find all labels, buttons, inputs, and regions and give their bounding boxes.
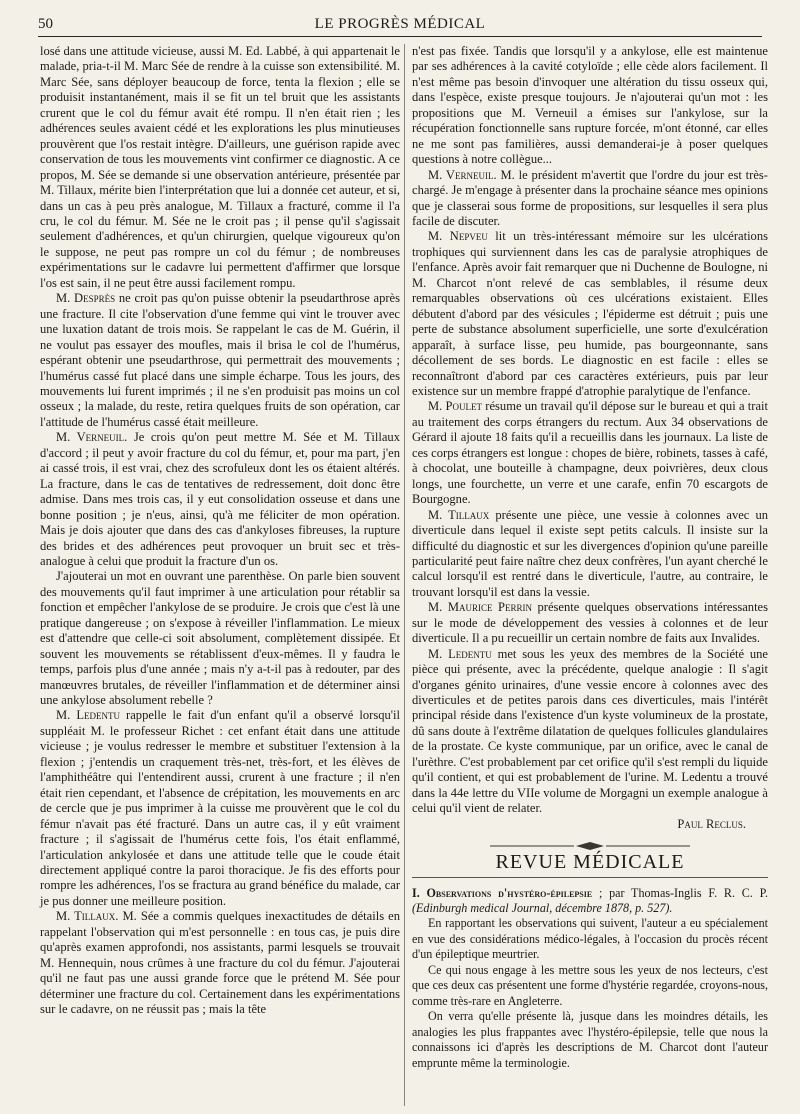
- speaker-name: M. Tillaux: [428, 507, 490, 522]
- left-column-paragraph: [40, 569, 400, 708]
- column-rule: [404, 44, 405, 1106]
- left-column-paragraph: [40, 430, 400, 569]
- right-column-paragraph: [412, 508, 768, 601]
- paragraph-text: ne croit pas qu'on puisse obtenir la pseudarthrose après une fracture. Il cite l'observation d'une femme qui vint le trouver avec une luxation datant de trois mois. Se rappelant le cas de M. Guérin, il ne voulut pas essayer des moufles, mais il brisa le col de l'humérus, espérant obtenir une pseudarthrose, qui permettrait des mouvements ; l'humérus cassé fut placé dans une simple écharpe. Tous les jours, des mouvements lui furent imprimés ; il ne s'en produisit pas moins un col osseux ; la malade, du reste, retira quelques fruits de son opération, car l'attitude de l'humérus cassé était meilleure.: [40, 291, 400, 429]
- article-paragraph: En rapportant les observations qui suivent, l'auteur a eu spécialement en vue des considérations médico-légales, à l'occasion du procès récent d'un épileptique meurtrier.: [412, 916, 768, 962]
- paragraph-text: présente une pièce, une vessie à colonnes avec un diverticule dans lequel il existe sept petits calculs. Il insiste sur la difficulté du diagnostic et sur les divergences d'opinion qu'une pareille particularité peut faire naître chez deux confrères, l'un ayant cherché le calcul lorsqu'il est rentré dans le diverticule, l'autre, au contraire, le trouvant lorsqu'il est dans la vessie.: [412, 507, 769, 599]
- right-column-paragraphs: [412, 44, 768, 817]
- article-source: (Edinburgh medical Journal, décembre 1878, p. 527).: [412, 901, 673, 916]
- speaker-name: M. Tillaux.: [56, 909, 119, 924]
- paragraph-text: lit un très-intéressant mémoire sur les ulcérations trophiques qui surviennent dans les cas de paralysie atrophiques de l'enfance. Après avoir fait remarquer que ni Duchenne de Boulogne, ni M. Charcot n'ont relevé de cas semblables, il résume deux remarquables observations où ces ulcérations existaient. Elles débutent d'abord par des vésicules ; l'épiderme est détruit ; puis une perte de substance absolument superficielle, une sorte d'exulcération apparaît, à surface lisse, peu humide, pas bourgeonnante, sans décollement de ses bords. Le diagnostic en est facile : elles se reconnaîtront d'abord par ces caractères extérieurs, puis par leur existence sur un membre frappé d'atrophie paralytique de l'enfance.: [412, 229, 768, 398]
- right-column-paragraph: [412, 168, 768, 230]
- right-column-paragraph: [412, 647, 768, 817]
- left-column-paragraph: [40, 44, 400, 291]
- section-heading: REVUE MÉDICALE: [412, 855, 768, 877]
- article-author: ; par Thomas-Inglis F. R. C. P.: [592, 885, 768, 900]
- paragraph-text: J'ajouterai un mot en ouvrant une parenthèse. On parle bien souvent des mouvements qu'il faut imprimer à une articulation pour rétablir sa fonction et empêcher l'ankylose de se produire. Je crois que c'est là une pratique dangereuse ; on s'expose à réveiller l'inflammation. Le mieux est d'attendre que celle-ci soit absolument, complètement dissipée. Et souvent les mouvements se rétablissent d'eux-mêmes. Il y faudra le temps, parfois plus d'une année ; mais n'y a-t-il pas à redouter, par des manœuvres brutales, de réveiller l'inflammation et de déterminer ainsi une ankylose absolument rebelle ?: [40, 569, 400, 708]
- article-paragraph: On verra qu'elle présente là, jusque dans les moindres détails, les analogies les plus frappantes avec l'hystéro-épilepsie, telle que nous la connaissons ici d'après les descriptions de M. Charcot dont l'auteur emprunte même la terminologie.: [412, 1009, 768, 1070]
- speaker-name: M. Ledentu: [428, 646, 492, 661]
- right-column: [412, 44, 768, 1108]
- running-header: [38, 8, 762, 37]
- paragraph-text: n'est pas fixée. Tandis que lorsqu'il y a ankylose, elle est maintenue par ses adhérences à la cavité cotyloïde ; elle cède alors facilement. Il n'est même pas besoin d'invoquer une altération du tissu osseux qui, dans l'espèce, existe presque toujours. Je n'ajouterai qu'un mot : les propositions que M. Verneuil a émises sur l'ankylose, sur la récupération fonctionnelle sans rupture forcée, m'ont étonné, car elles ne me sont pas familières, aussi demanderai-je à poser quelques questions à notre collègue...: [412, 44, 768, 167]
- speaker-name: M. Maurice Perrin: [428, 600, 532, 615]
- article-citation: [412, 886, 768, 917]
- left-column-paragraph: [40, 909, 400, 1017]
- speaker-name: M. Verneuil.: [428, 167, 497, 182]
- paragraph-text: M. le président m'avertit que l'ordre du jour est très-chargé. Je m'engage à présenter dans la prochaine séance mes opinions que je classerai sous forme de propositions, sur lesquelles il sera plus facile de discuter.: [412, 167, 768, 228]
- journal-title: LE PROGRÈS MÉDICAL: [314, 16, 486, 32]
- paragraph-text: résume un travail qu'il dépose sur le bureau et qui a trait au traitement des corps étrangers du rectum. Aux 34 observations de Gérard il ajoute 18 faits qu'il a recueillis dans les journaux. La liste de ces corps étrangers est longue : chopes de bière, robinets, tasses à café, à chocolat, une bouteille à champagne, deux poivrières, deux clous longs, une fourchette, un verre et une carafe, enfin 70 escargots de Bourgogne.: [412, 399, 768, 507]
- left-column-paragraph: [40, 708, 400, 909]
- paragraph-text: met sous les yeux des membres de la Société une pièce qui présente, avec la précédente, quelque analogie : Il s'agit d'organes génito urinaires, d'une vessie encore à colonnes avec des diverticules et de petites parois dans ces diverticules, mais l'intérêt principal réside dans l'existence d'un kyste volumineux de la prostate, dû sans doute à l'extrême dilatation de quelques follicules glandulaires de la prostate. Ce kyste communique, par un orifice, avec le canal de l'urèthre. C'est probablement par cet orifice qu'il s'est rempli du liquide qu'il contient, et qui est probablement de l'urine. M. Ledentu a trouvé dans la 44e lettre du VIIe volume de Morgagni un exemple analogue à celui qu'il vient de relater.: [412, 646, 768, 816]
- article-number: I.: [412, 885, 420, 900]
- speaker-name: M. Verneuil.: [56, 430, 128, 445]
- ornament-divider-icon: [412, 841, 768, 851]
- right-column-paragraph: [412, 44, 768, 168]
- left-column-paragraph: [40, 291, 400, 430]
- speaker-name: M. Nepveu: [428, 229, 488, 244]
- paragraph-text: M. Sée a commis quelques inexactitudes de détails en rappelant l'observation qui m'est personnelle : en tous cas, je puis dire qu'après examen approfondi, nos assistants, parmi lesquels se trouvait M. Hennequin, nous crûmes à une fracture du col du fémur. J'ajouterai qu'il ne faut pas une aussi grande force que le prétend M. Sée pour déterminer une fracture du col. Certainement dans les expérimentations sur le cadavre, on ne réussit pas ; mais la tête: [40, 909, 401, 1017]
- page-number: 50: [38, 16, 53, 32]
- paragraph-text: présente quelques observations intéressantes sur le mode de développement des vessies à colonnes et de leur diverticule. Il a pu recueillir un certain nombre de faits aux Invalides.: [412, 600, 769, 646]
- speaker-name: M. Poulet: [428, 399, 483, 414]
- right-column-paragraph: [412, 229, 768, 399]
- paragraph-text: rappelle le fait d'un enfant qu'il a observé lorsqu'il suppléait M. le professeur Richet : cet enfant était dans une attitude vicieuse ; je voulus redresser le membre et substituer l'extension à la flexion ; j'entendis un craquement très-net, très-fort, et les élèves de l'amphithéâtre qui l'entendirent aussi, crurent à une fracture ; il n'en était rien cependant, et l'absence de crépitation, les mouvements en arc de cercle que je pus imprimer à la cuisse me prouvèrent que le col du fémur n'avait pas été fracturé. Dans un autre cas, il y eût vraiment fracture ; il s'agissait de l'humérus cette fois, l'os était enflammé, l'articulation ankylosée et dans une attitude telle que le coude était directement appliqué contre la paroi thoracique. Je fis des efforts pour rompre les adhérences, l'os se fractura au grand bénéfice du malade, car je pus donner une meilleure position.: [40, 708, 401, 908]
- right-column-paragraph: [412, 399, 768, 507]
- speaker-name: M. Desprès: [56, 291, 116, 306]
- article-entry: [412, 886, 768, 1071]
- article-paragraphs: [412, 916, 768, 1071]
- paragraph-text: Je crois qu'on peut mettre M. Sée et M. Tillaux d'accord ; il peut y avoir fracture du col du fémur, et, pour ma part, j'en ai cassé trois, il est vrai, chez des scrofuleux dont les os étaient altérés. La fracture, dans le cas de tentatives de redressement, doit donc être admise. Dans mes trois cas, il y eut consolidation osseuse et dans une bonne position ; je n'eus, ainsi, qu'à me féliciter de mon opération. Mais je dois ajouter que dans des cas d'ankyloses fibreuses, la rupture des brides et des adhérences peut provoquer un bruit sec et très-analogue à celui que produit la fracture d'un os.: [40, 430, 400, 568]
- right-column-paragraph: [412, 600, 768, 646]
- left-column: [40, 44, 400, 1108]
- article-paragraph: Ce qui nous engage à les mettre sous les yeux de nos lecteurs, c'est que ces deux cas présentent une forme d'hystérie regardée, croyons-nous, comme très-rare en Angleterre.: [412, 962, 768, 1008]
- speaker-name: M. Ledentu: [56, 708, 120, 723]
- signature: Paul Reclus.: [677, 816, 746, 831]
- paragraph-text: losé dans une attitude vicieuse, aussi M. Ed. Labbé, à qui appartenait le malade, pria-t-il M. Marc Sée de rendre à la cuisse son extensibilité. M. Marc Sée, sans déployer beaucoup de force, tenta la flexion ; elle se produisit instantanément, mais il se fit un tel bruit que les assistants crurent que le col du fémur avait été rompu. Il n'en était rien ; les adhérences seules avaient cédé et les explorations les plus minutieuses prouvèrent que l'os restait intègre. D'ailleurs, une guérison rapide avec conservation de tous les mouvements vint confirmer ce diagnostic. A ce propos, M. Sée se demande si une observation antérieure, présentée par M. Tillaux, mérite bien l'interprétation que lui a donnée cet auteur, et si, dans un cas à peu près analogue, M. Tillaux a fracturé, comme il l'a cru, le col du fémur. M. Sée ne le croit pas ; il pense qu'il s'agissait seulement d'adhérences, et qu'un chirurgien, quelque vigoureux qu'on le suppose, ne peut pas rompre un col du fémur ; de nombreuses expérimentations sur le cadavre lui permettent d'affirmer que lorsque l'os est sain, il ne peut être aussi facilement rompu.: [40, 44, 400, 290]
- article-title: Observations d'hystéro-épilepsie: [426, 885, 593, 900]
